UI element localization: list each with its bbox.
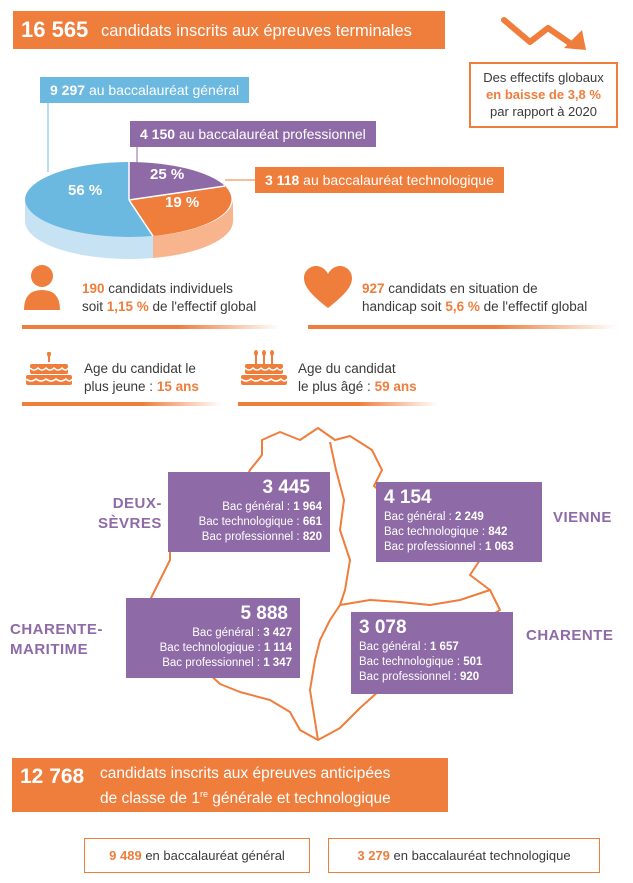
anticipated-general-box: 9 489 en baccalauréat général <box>84 838 310 873</box>
anticipated-label: candidats inscrits aux épreuves anticipées de classe de 1re générale et technologique <box>100 765 391 808</box>
oldest-candidate: Age du candidat le plus âgé : 59 ans <box>298 361 417 394</box>
anticipated-techno-box: 3 279 en baccalauréat technologique <box>328 838 600 873</box>
pie-pct-technological: 19 % <box>165 194 200 211</box>
pie-label-technological: 3 118 au baccalauréat technologique <box>255 167 504 193</box>
region-name-vienne: VIENNE <box>553 509 612 526</box>
pie-label-general: 9 297 au baccalauréat général <box>40 77 249 103</box>
total-label: candidats inscrits aux épreuves terminales <box>101 22 412 40</box>
region-charente: 3 078 Bac général : 1 657 Bac technologique : 501 Bac professionnel : 920 <box>351 612 513 694</box>
region-name-charente-maritime: CHARENTE- MARITIME <box>10 621 103 658</box>
trend-line3: par rapport à 2020 <box>490 104 597 119</box>
trend-line2: en baisse de 3,8 % <box>486 87 601 102</box>
region-total: 3 078 <box>359 617 407 638</box>
region-total: 3 445 <box>262 477 310 498</box>
region-total: 4 154 <box>384 487 432 508</box>
region-name-charente: CHARENTE <box>526 627 614 644</box>
anticipated-banner <box>12 758 448 812</box>
region-vienne: 4 154 Bac général : 2 249 Bac technologique : 842 Bac professionnel : 1 063 <box>376 482 542 562</box>
trend-line1: Des effectifs globaux <box>483 70 604 85</box>
pie-pct-general: 56 % <box>68 182 103 199</box>
youngest-candidate: Age du candidat le plus jeune : 15 ans <box>84 361 199 394</box>
region-name-deux-sevres: DEUX- SÈVRES <box>98 495 162 532</box>
region-charente-maritime: 5 888 Bac général : 3 427 Bac technologique : 1 114 Bac professionnel : 1 347 <box>126 598 300 678</box>
individual-candidates: 190 candidats individuels soit 1,15 % de l'effectif global <box>82 281 257 314</box>
region-total: 5 888 <box>240 603 288 624</box>
total-count: 16 565 <box>21 17 89 42</box>
pie-label-professional: 4 150 au baccalauréat professionnel <box>130 121 376 147</box>
region-deux-sevres: 3 445 Bac général : 1 964 Bac technologique : 661 Bac professionnel : 820 <box>168 472 330 552</box>
handicap-candidates: 927 candidats en situation de handicap soit 5,6 % de l'effectif global <box>362 281 588 314</box>
pie-pct-professional: 25 % <box>150 166 185 183</box>
anticipated-total: 12 768 <box>20 765 85 788</box>
